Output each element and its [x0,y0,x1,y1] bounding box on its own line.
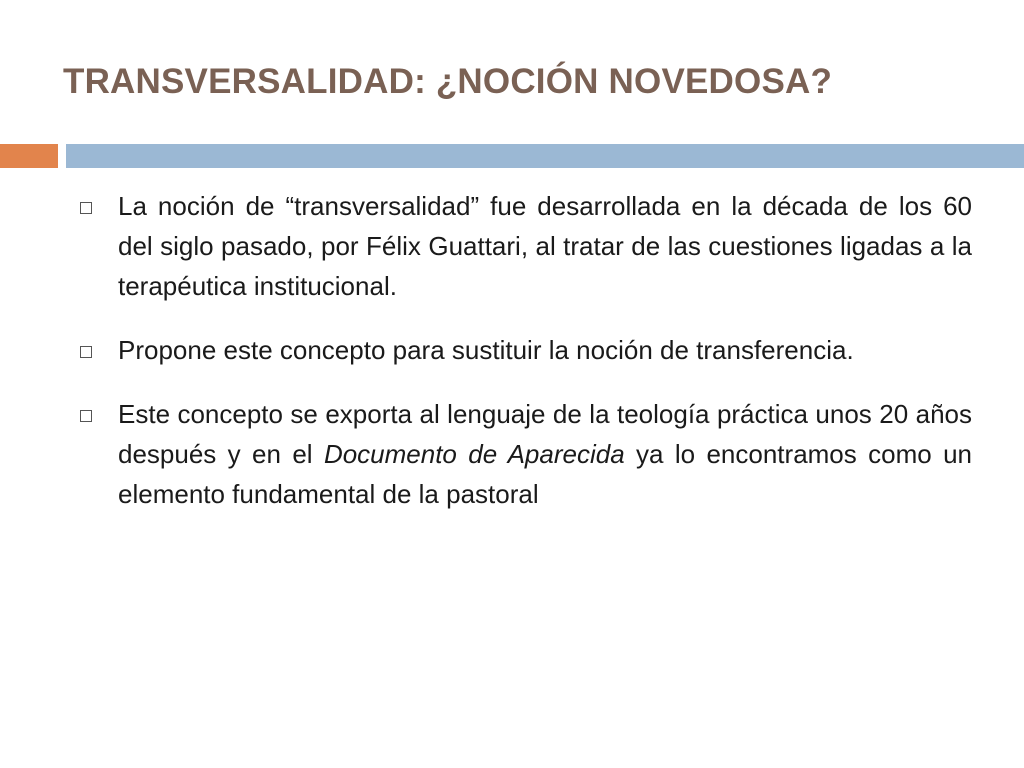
bullet-text-after: ya lo encontramos como un elemento fundamental de la pastoral [118,439,973,509]
document-title-emphasis: Documento de Aparecida [323,439,625,469]
bullet-item [78,394,972,514]
bullet-item [78,330,972,370]
bullet-item [78,186,972,306]
bullet-text: La noción de “transversalidad” fue desarrollada en la década de los 60 del siglo pasado, por Félix Guattari, al tratar de las cuestiones ligadas a la terapéutica institucional. [118,191,972,301]
hollow-square-bullet-icon [80,410,92,422]
hollow-square-bullet-icon [80,346,92,358]
bullet-list [78,186,972,538]
accent-bar-left [0,144,58,168]
hollow-square-bullet-icon [80,202,92,214]
bullet-text: Propone este concepto para sustituir la noción de transferencia. [118,335,854,365]
slide-title: TRANSVERSALIDAD: ¿NOCIÓN NOVEDOSA? [63,62,833,101]
accent-bar-right [66,144,1024,168]
bullet-text-before: Este concepto se exporta al lenguaje de la teología práctica unos 20 años después y en el [118,399,972,469]
